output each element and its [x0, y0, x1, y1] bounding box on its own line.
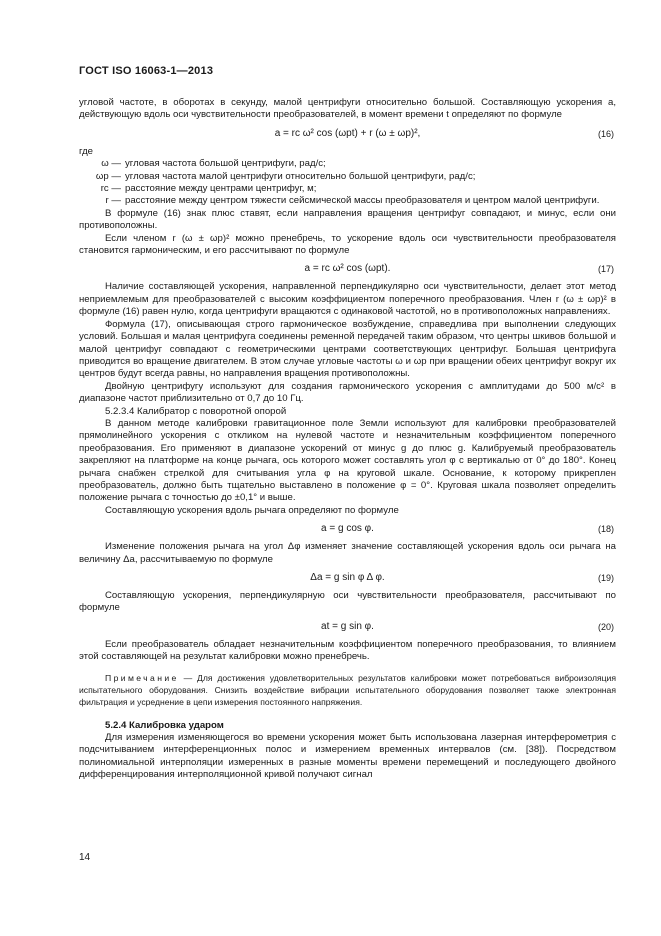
where-block [79, 146, 616, 208]
document-body [79, 97, 616, 782]
formula-number: (16) [597, 128, 614, 139]
formula-expression: a = rc ω² cos (ωpt). [304, 263, 391, 275]
formula-expression: Δa = g sin φ Δ φ. [310, 572, 385, 583]
page-number: 14 [79, 852, 91, 863]
where-definition: угловая частота большой центрифуги, рад/с; [125, 158, 326, 170]
where-intro: где [79, 145, 94, 157]
note [79, 672, 616, 708]
formula-number: (19) [597, 573, 614, 583]
where-definition: угловая частота малой центрифуги относительно большой центрифуги, рад/с; [125, 170, 476, 182]
where-symbol: rc — [100, 183, 121, 195]
paragraph: Если членом r (ω ± ωp)² можно пренебречь, то ускорение вдоль оси чувствительности преобразователя становится гармоническим, и его рассчитывают по формуле [79, 232, 616, 257]
document-header: ГОСТ ISO 16063-1—2013 [79, 65, 214, 77]
paragraph: Составляющую ускорения вдоль рычага определяют по формуле [105, 504, 399, 516]
where-list [79, 158, 616, 208]
formula-number: (18) [597, 524, 614, 535]
section-heading: 5.2.4 Калибровка ударом [105, 719, 224, 731]
where-definition: расстояние между центром тяжести сейсмической массы преобразователя и центром малой центрифуги. [125, 195, 600, 207]
note-text: — Для достижения удовлетворительных результатов калибровки может потребоваться виброизоляция испытательного оборудования. Снизить воздействие вибрации испытательного оборудования позволяет также электронная фильтрация и усреднение в цепи измерения постоянного напряжения. [79, 672, 616, 707]
paragraph: В данном методе калибровки гравитационное поле Земли используют для калибровки преобразователей прямолинейного ускорения с откликом на нулевой частоте и незначительным коэффициентом поперечного преобразования. Его применяют в диапазоне ускорений от минус g до плюс g. Калибруемый преобразователь закрепляют на платформе на конце рычага, ось которого может составлять угол φ с вертикалью от 0° до 180°. Конец рычага снабжен стрелкой для считывания угла φ на круговой шкале. Основание, к которому прикреплен преобразователь, должно быть тщательно выставлено в положение φ = 0°. Круговая шкала позволяет определить положение рычага с точностью до ±0,1° и выше. [79, 417, 616, 504]
formula-17 [79, 257, 616, 281]
formula-20 [79, 615, 616, 639]
paragraph: Если преобразователь обладает незначительным коэффициентом поперечного преобразования, то влиянием этой составляющей на результат калибровки можно пренебречь. [79, 638, 616, 663]
paragraph: Составляющую ускорения, перпендикулярную оси чувствительности преобразователя, рассчитывают по формуле [79, 590, 616, 614]
paragraph: Формула (17), описывающая строго гармоническое возбуждение, справедлива при выполнении следующих условий. Большая и малая центрифуга соединены ременной передачей таким образом, что центры шкивов большой и малой центрифуг совпадают с геометрическими центрами соответствующих центрифуг. Большая центрифуга приводится во вращение двигателем. В этом случае угловые частоты ω и ωp при вращении обеих центрифуг вокруг их центров будут всегда равны, но направления вращения противоположны. [79, 318, 616, 380]
paragraph: Изменение положения рычага на угол Δφ изменяет значение составляющей ускорения вдоль оси рычага на величину Δa, рассчитываемую по формуле [79, 541, 616, 565]
where-symbol: ω — [101, 158, 121, 170]
where-definition: расстояние между центрами центрифуг, м; [125, 183, 317, 195]
paragraph: Двойную центрифугу используют для создания гармонического ускорения с амплитудами до 500 м/с² в диапазоне частот приблизительно от 0,7 до 10 Гц. [79, 380, 616, 405]
formula-expression: a = rc ω² cos (ωpt) + r (ω ± ωp)², [274, 127, 421, 139]
formula-number: (17) [597, 264, 614, 275]
where-symbol: ωp — [95, 170, 121, 182]
where-symbol: r — [105, 195, 121, 207]
paragraph: В формуле (16) знак плюс ставят, если направления вращения центрифуг совпадают, и минус, если они противоположны. [79, 207, 616, 232]
note-label: Примечание [105, 672, 179, 683]
paragraph: угловой частоте, в оборотах в секунду, малой центрифуги относительно большой. Составляющую ускорения a, действующую вдоль оси чувствительности преобразователей, в момент времени t определяют по формуле [79, 97, 616, 121]
formula-expression: a = g cos φ. [321, 523, 374, 535]
formula-16 [79, 122, 616, 146]
paragraph: Наличие составляющей ускорения, направленной перпендикулярно оси чувствительности, делает этот метод неприемлемым для преобразователей с высоким коэффициентом поперечного преобразования. Член r (ω ± ωp)² в формуле (16) равен нулю, когда центрифуги вращаются с одинаковой частотой, но в противоположных направлениях. [79, 281, 616, 318]
formula-18 [79, 517, 616, 541]
formula-expression: at = g sin φ. [321, 620, 374, 632]
paragraph: Для измерения изменяющегося во времени ускорения может быть использована лазерная интерферометрия с подсчитыванием интерференционных полос и измерением временных интервалов (см. [38]). Посредством полиномиальной интерполяции измеренных в разные моменты времени перемещений и последующего двойного дифференцирования интерполяционной кривой получают сигнал [79, 732, 616, 781]
formula-number: (20) [597, 621, 614, 632]
formula-19 [79, 566, 616, 590]
subsection-heading: 5.2.3.4 Калибратор с поворотной опорой [105, 405, 287, 417]
